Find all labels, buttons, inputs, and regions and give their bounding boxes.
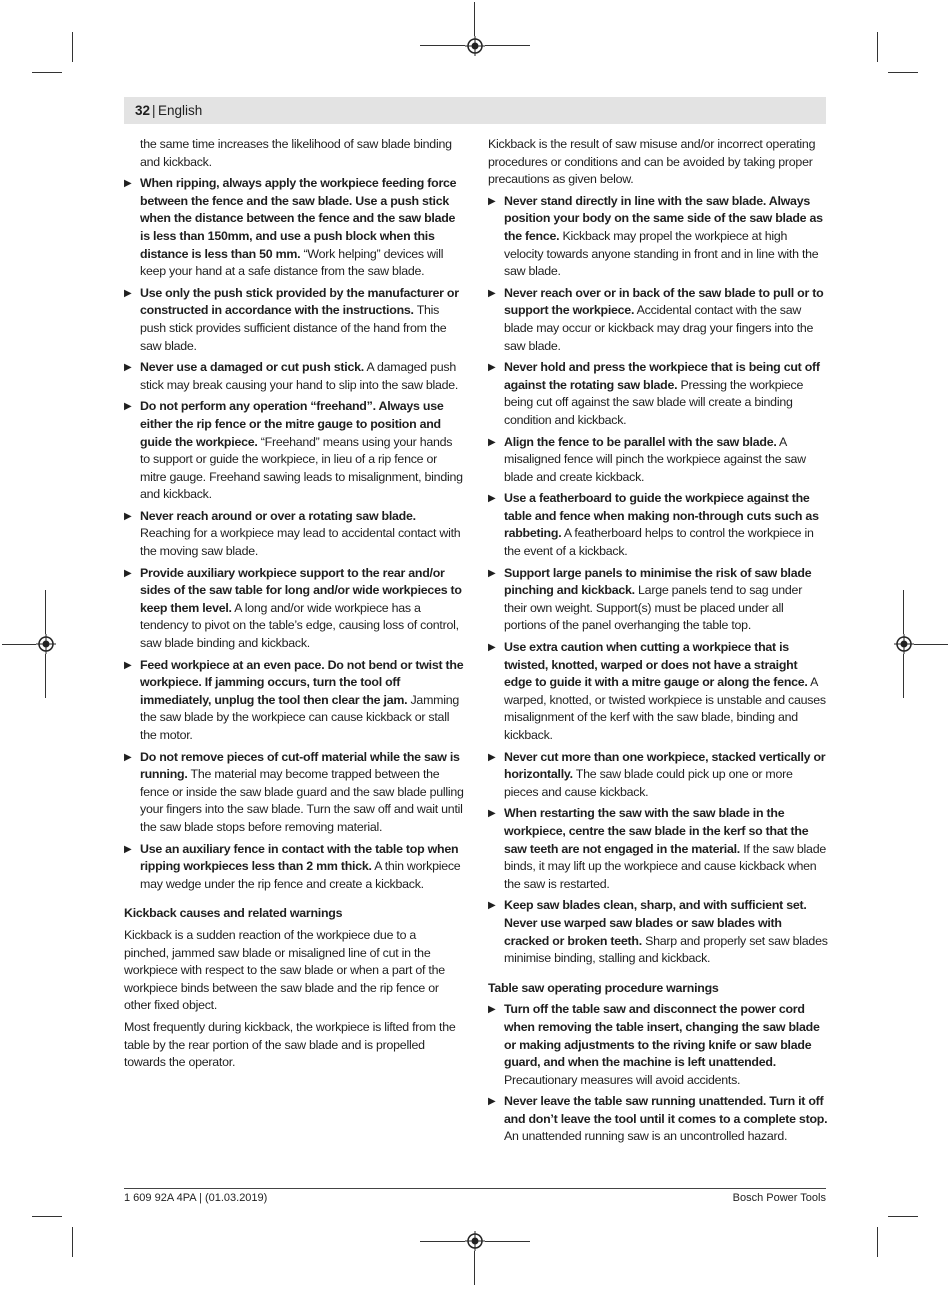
warning-item xyxy=(124,398,464,504)
right-warning-list xyxy=(488,193,828,968)
bullet-arrow-icon: ▶ xyxy=(124,751,132,763)
warning-bold-text: Use extra caution when cutting a workpiece that is twisted, knotted, warped or does not have a straight edge to guide it with a mitre gauge or along the fence. xyxy=(504,640,808,690)
warning-bold-text: Provide auxiliary workpiece support to the rear and/or sides of the saw table for long and/or wide workpieces to keep them level. xyxy=(140,565,462,615)
warning-body-text: “Work helping” devices will keep your hand at a safe distance from the saw blade. xyxy=(140,246,444,279)
warning-item xyxy=(488,1093,828,1146)
warning-bold-text: Never reach over or in back of the saw blade to pull or to support the workpiece. xyxy=(504,285,824,318)
warning-body-text: Precautionary measures will avoid accidents. xyxy=(504,1072,741,1087)
warning-body-text: The saw blade could pick up one or more pieces and cause kickback. xyxy=(504,767,793,799)
warning-item xyxy=(488,565,828,635)
registration-mark-icon xyxy=(894,634,914,654)
warning-bold-text: Do not perform any operation “freehand”. Always use either the rip fence or the mitre gauge to position and guide the workpiece. xyxy=(140,399,444,449)
warning-body-text: Reaching for a workpiece may lead to accidental contact with the moving saw blade. xyxy=(140,526,461,559)
bullet-arrow-icon: ▶ xyxy=(488,900,496,912)
warning-bold-text: Use an auxiliary fence in contact with the table top when ripping workpieces less than 2 mm thick. xyxy=(140,841,459,874)
bullet-arrow-icon: ▶ xyxy=(124,362,132,374)
warning-bold-text: Turn off the table saw and disconnect the power cord when removing the table insert, changing the saw blade or making adjustments to the riving knife or saw blade guard, and when the machine is left unattended. xyxy=(504,1002,820,1070)
warning-bold-text: Align the fence to be parallel with the saw blade. xyxy=(504,434,777,449)
warning-bold-text: Use only the push stick provided by the manufacturer or constructed in accordance with the instructions. xyxy=(140,285,459,318)
bullet-arrow-icon: ▶ xyxy=(488,287,496,299)
warning-item xyxy=(124,285,464,355)
bullet-arrow-icon: ▶ xyxy=(124,567,132,579)
warning-item xyxy=(488,1001,828,1089)
warning-body-text: This push stick provides sufficient distance of the hand from the saw blade. xyxy=(140,303,447,353)
crop-mark xyxy=(877,32,878,62)
warning-item xyxy=(124,657,464,745)
warning-item xyxy=(124,841,464,894)
bullet-arrow-icon: ▶ xyxy=(488,436,496,448)
warning-item xyxy=(124,359,464,394)
bullet-arrow-icon: ▶ xyxy=(124,401,132,413)
registration-mark-icon xyxy=(465,1231,485,1251)
warning-item xyxy=(488,434,828,487)
crop-mark xyxy=(2,644,36,645)
warning-body-text: The material may become trapped between the fence or inside the saw blade guard and the saw blade pulling your fingers into the saw blade. Turn the saw off and wait until the saw blade stops before removing material. xyxy=(140,767,464,834)
warning-bold-text: Never use a damaged or cut push stick. xyxy=(140,360,364,375)
warning-bold-text: Never stand directly in line with the saw blade. Always position your body on the same side of the saw blade as the fence. xyxy=(504,193,823,243)
crop-mark xyxy=(877,1227,878,1257)
warning-item xyxy=(124,175,464,281)
registration-mark-icon xyxy=(465,36,485,56)
warning-body-text: A featherboard helps to control the workpiece in the event of a kickback. xyxy=(504,526,814,559)
bullet-arrow-icon: ▶ xyxy=(488,362,496,374)
warning-bold-text: Support large panels to minimise the risk of saw blade pinching and kickback. xyxy=(504,565,812,598)
warning-item xyxy=(488,639,828,745)
warning-bold-text: Never hold and press the workpiece that is being cut off against the rotating saw blade. xyxy=(504,360,820,392)
warning-item xyxy=(488,490,828,560)
bullet-arrow-icon: ▶ xyxy=(488,1096,496,1108)
bullet-arrow-icon: ▶ xyxy=(124,510,132,522)
footer-document-id: 1 609 92A 4PA | (01.03.2019) xyxy=(124,1192,268,1204)
warning-bold-text: Do not remove pieces of cut-off material while the saw is running. xyxy=(140,749,460,782)
crop-mark xyxy=(888,72,918,73)
footer-brand: Bosch Power Tools xyxy=(732,1192,826,1204)
registration-mark-icon xyxy=(36,634,56,654)
header-language: English xyxy=(158,103,203,118)
warning-bold-text: Never reach around or over a rotating saw blade. xyxy=(140,508,416,523)
warning-body-text: “Freehand” means using your hands to support or guide the workpiece, in lieu of a rip fence or mitre gauge. Freehand sawing leads to misalignment, binding and kickback. xyxy=(140,434,463,502)
bullet-arrow-icon: ▶ xyxy=(488,751,496,763)
warning-body-text: A thin workpiece may wedge under the rip fence and create a kickback. xyxy=(140,859,461,891)
warning-body-text: A damaged push stick may break causing your hand to slip into the saw blade. xyxy=(140,360,459,392)
header-separator: | xyxy=(152,103,156,118)
crop-mark xyxy=(420,1241,465,1242)
warning-body-text: Jamming the saw blade by the workpiece can cause kickback or stall the motor. xyxy=(140,692,460,742)
crop-mark xyxy=(45,590,46,634)
warning-bold-text: Keep saw blades clean, sharp, and with sufficient set. Never use warped saw blades or saw blades with cracked or broken teeth. xyxy=(504,898,807,948)
bullet-arrow-icon: ▶ xyxy=(488,1004,496,1016)
bullet-arrow-icon: ▶ xyxy=(124,659,132,671)
left-lead-paragraph: the same time increases the likelihood of saw blade binding and kickback. xyxy=(140,137,452,169)
warning-body-text: Large panels tend to sag under their own weight. Support(s) must be placed under all portions of the panel overhanging the table top. xyxy=(504,583,803,633)
crop-mark xyxy=(72,1227,73,1257)
bullet-arrow-icon: ▶ xyxy=(124,178,132,190)
crop-mark xyxy=(72,32,73,62)
warning-bold-text: When ripping, always apply the workpiece feeding force between the fence and the saw blade. Use a push stick when the distance between the fence and the saw blade is less than 150mm, and use a push block when this distance is less than 50 mm. xyxy=(140,176,457,261)
warning-item xyxy=(124,508,464,561)
warning-bold-text: When restarting the saw with the saw blade in the workpiece, centre the saw blade in the kerf so that the saw teeth are not engaged in the material. xyxy=(504,806,809,856)
warning-body-text: A long and/or wide workpiece has a tendency to pivot on the table’s edge, causing loss of control, saw blade binding and kickback. xyxy=(140,600,459,651)
warning-item xyxy=(488,897,828,967)
warning-bold-text: Never cut more than one workpiece, stacked vertically or horizontally. xyxy=(504,749,826,782)
crop-mark xyxy=(45,654,46,698)
crop-mark xyxy=(914,644,948,645)
warning-body-text: Accidental contact with the saw blade may occur or kickback may drag your fingers into the saw blade. xyxy=(504,303,814,353)
crop-mark xyxy=(32,72,62,73)
warning-body-text: Sharp and properly set saw blades minimise binding, stalling and kickback. xyxy=(504,933,828,966)
warning-body-text: If the saw blade binds, it may lift up the workpiece and cause kickback when the saw is restarted. xyxy=(504,841,826,891)
warning-item xyxy=(124,565,464,653)
bullet-arrow-icon: ▶ xyxy=(488,642,496,654)
operating-warning-list xyxy=(488,1001,828,1146)
bullet-arrow-icon: ▶ xyxy=(124,287,132,299)
crop-mark xyxy=(903,590,904,634)
warning-bold-text: Feed workpiece at an even pace. Do not bend or twist the workpiece. If jamming occurs, turn the tool off immediately, unplug the tool then clear the jam. xyxy=(140,657,464,707)
warning-body-text: A warped, knotted, or twisted workpiece is unstable and causes misalignment of the kerf with the saw blade, binding and kickback. xyxy=(504,675,826,742)
warning-bold-text: Use a featherboard to guide the workpiece against the table and fence when making non-through cuts such as rabbeting. xyxy=(504,491,819,541)
warning-body-text: A misaligned fence will pinch the workpiece against the saw blade and create kickback. xyxy=(504,434,806,484)
warning-item xyxy=(124,749,464,837)
crop-mark xyxy=(888,1216,918,1217)
bullet-arrow-icon: ▶ xyxy=(488,195,496,207)
warning-bold-text: Never leave the table saw running unattended. Turn it off and don’t leave the tool until it comes to a complete stop. xyxy=(504,1094,828,1126)
crop-mark xyxy=(474,2,475,36)
crop-mark xyxy=(485,1241,530,1242)
bullet-arrow-icon: ▶ xyxy=(488,808,496,820)
warning-item xyxy=(488,359,828,429)
kickback-paragraph-1: Kickback is a sudden reaction of the workpiece due to a pinched, jammed saw blade or misaligned line of cut in the workpiece with respect to the saw blade or when a part of the workpiece binds between the saw blade and the rip fence or other fixed object. xyxy=(124,927,445,1013)
warning-item xyxy=(488,193,828,281)
right-column xyxy=(488,136,828,1150)
kickback-paragraph-2: Most frequently during kickback, the workpiece is lifted from the table by the rear portion of the saw blade and is propelled towards the operator. xyxy=(124,1019,456,1070)
section-heading-kickback: Kickback causes and related warnings xyxy=(124,906,343,921)
bullet-arrow-icon: ▶ xyxy=(488,567,496,579)
warning-body-text: Pressing the workpiece being cut off against the saw blade will create a binding condition and kickback. xyxy=(504,377,804,427)
bullet-arrow-icon: ▶ xyxy=(488,493,496,505)
right-lead-paragraph: Kickback is the result of saw misuse and/or incorrect operating procedures or conditions and can be avoided by taking proper precautions as given below. xyxy=(488,137,816,187)
warning-item xyxy=(488,805,828,893)
crop-mark xyxy=(485,45,530,46)
left-column xyxy=(124,136,464,1076)
section-heading-operating-procedure: Table saw operating procedure warnings xyxy=(488,980,719,995)
crop-mark xyxy=(474,1251,475,1285)
warning-body-text: An unattended running saw is an uncontrolled hazard. xyxy=(504,1129,788,1144)
header-bar xyxy=(124,97,826,124)
crop-mark xyxy=(420,45,465,46)
warning-body-text: Kickback may propel the workpiece at high velocity towards anyone standing in front and in line with the saw blade. xyxy=(504,228,819,279)
footer-rule xyxy=(124,1188,826,1189)
warning-item xyxy=(488,749,828,802)
crop-mark xyxy=(32,1216,62,1217)
crop-mark xyxy=(903,654,904,698)
warning-item xyxy=(488,285,828,355)
page-number: 32 xyxy=(135,103,151,118)
left-warning-list xyxy=(124,175,464,893)
bullet-arrow-icon: ▶ xyxy=(124,843,132,855)
